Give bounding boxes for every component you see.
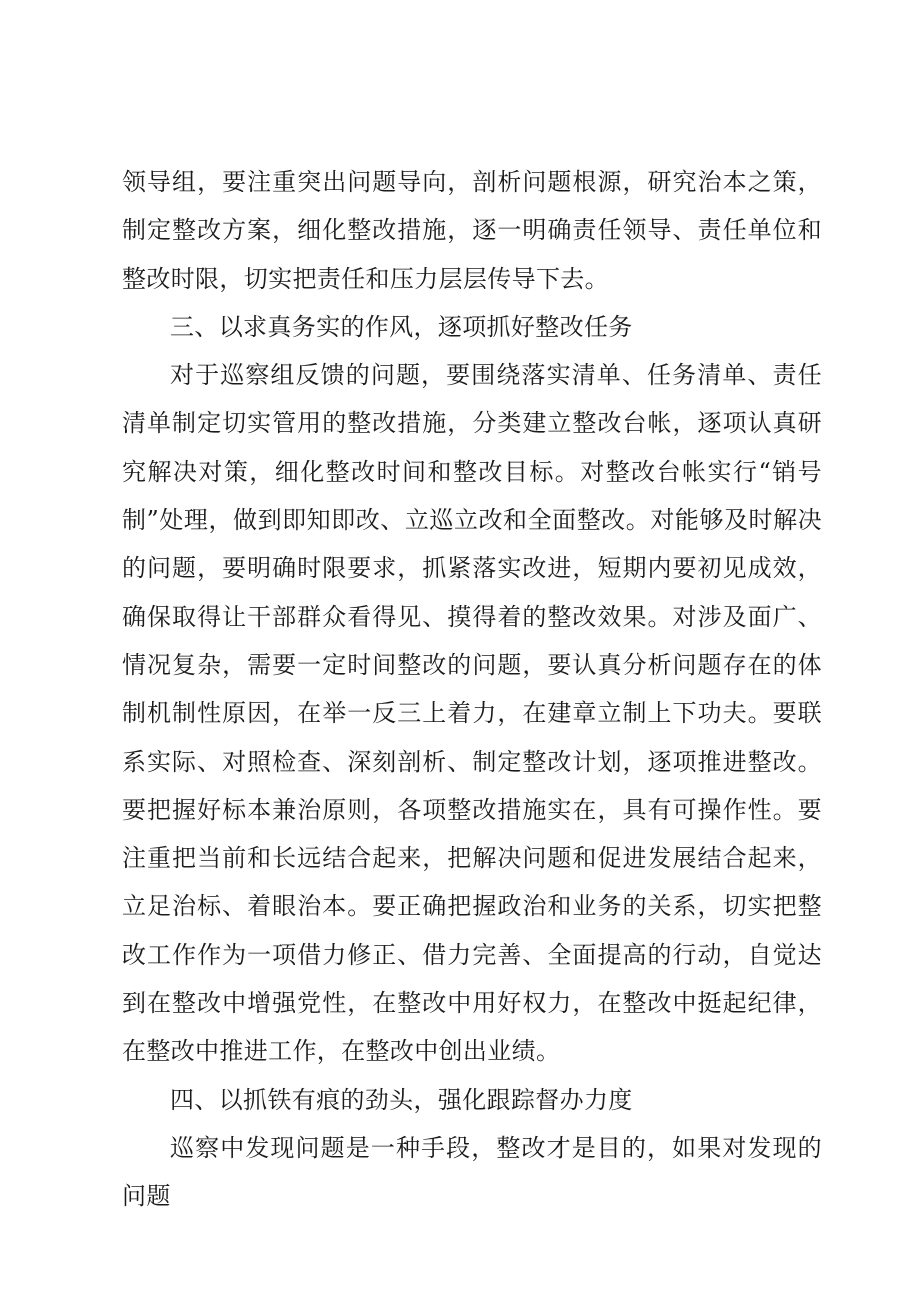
paragraph-section-three: 对于巡察组反馈的问题，要围绕落实清单、任务清单、责任清单制定切实管用的整改措施，分类建立整改台帐，逐项认真研究解决对策，细化整改时间和整改目标。对整改台帐实行“销号制”处理，做到即知即改、立巡立改和全面整改。对能够及时解决的问题，要明确时限要求，抓紧落实改进，短期内要初见成效，确保取得让干部群众看得见、摸得着的整改效果。对涉及面广、情况复杂，需要一定时间整改的问题，要认真分析问题存在的体制机制性原因，在举一反三上着力，在建章立制上下功夫。要联系实际、对照检查、深刻剖析、制定整改计划，逐项推进整改。要把握好标本兼治原则，各项整改措施实在，具有可操作性。要注重把当前和长远结合起来，把解决问题和促进发展结合起来，立足治标、着眼治本。要正确把握政治和业务的关系，切实把整改工作作为一项借力修正、借力完善、全面提高的行动，自觉达到在整改中增强党性，在整改中用好权力，在整改中挺起纪律，在整改中推进工作，在整改中创出业绩。: [122, 361, 822, 1066]
paragraph-intro-continuation: 领导组，要注重突出问题导向，剖析问题根源，研究治本之策，制定整改方案，细化整改措施，逐一明确责任领导、责任单位和整改时限，切实把责任和压力层层传导下去。: [122, 168, 822, 293]
paragraph-section-four: 巡察中发现问题是一种手段，整改才是目的，如果对发现的问题: [122, 1133, 822, 1211]
document-body: [122, 158, 822, 1221]
section-heading-three: 三、以求真务实的作风，逐项抓好整改任务: [170, 312, 633, 341]
section-heading-four: 四、以抓铁有痕的劲头，强化跟踪督办力度: [170, 1085, 633, 1114]
